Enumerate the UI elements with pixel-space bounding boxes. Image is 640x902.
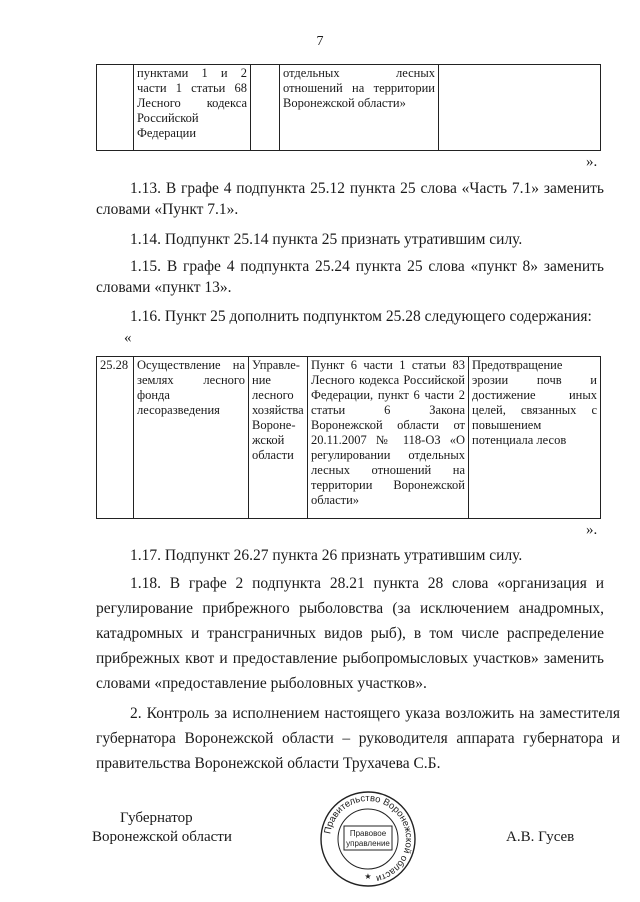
closing-quote: ».	[586, 154, 598, 170]
table-cell-authority: Управле-ние лесного хозяйства Вороне-жской области	[249, 357, 308, 519]
paragraph-1-14: 1.14. Подпункт 25.14 пункта 25 признать утратившим силу.	[130, 231, 523, 248]
closing-quote: ».	[586, 522, 598, 538]
stamp-center-line2: управление	[346, 839, 390, 848]
table-cell-purpose: Предотвращение эрозии почв и достижение иных целей, связанных с повышением потенциала лесов	[469, 357, 601, 519]
table-cell	[439, 65, 601, 151]
stamp-center-line1: Правовое	[349, 829, 387, 838]
table-cell: пунктами 1 и 2 части 1 статьи 68 Лесного кодекса Российской Федерации	[134, 65, 251, 151]
table-cell-number: 25.28	[97, 357, 134, 519]
table-subclause-25-28	[96, 356, 601, 519]
legal-department-stamp	[318, 789, 418, 889]
paragraph-1-18: 1.18. В графе 2 подпункта 28.21 пункта 28 слова «организация и регулирование прибрежного рыболовства (за исключением анадромных, катадромных и трансграничных видов рыб), в том числе распределение прибрежных квот и предоставление рыбопромысловых участков» заменить словами «предоставление рыболовных участков».	[96, 575, 604, 692]
table-cell	[251, 65, 280, 151]
paragraph-1-16: 1.16. Пункт 25 дополнить подпунктом 25.28 следующего содержания:	[130, 308, 592, 325]
paragraph-1-17: 1.17. Подпункт 26.27 пункта 26 признать утратившим силу.	[130, 547, 523, 564]
table-cell-legal-basis: Пункт 6 части 1 статьи 83 Лесного кодекса Российской Федерации, пункт 6 части 2 статьи 6 Закона Воронежской области от 20.11.2007 № 118-ОЗ «О регулировании отдельных лесных отношений на территории Воронежской области»	[308, 357, 469, 519]
stamp-star-icon: ★	[364, 872, 372, 881]
paragraph-1-13: 1.13. В графе 4 подпункта 25.12 пункта 25 слова «Часть 7.1» заменить словами «Пункт 7.1».	[96, 180, 604, 218]
signatory-title-line1: Губернатор	[120, 810, 193, 826]
signatory-title-line2: Воронежской области	[92, 829, 232, 845]
stamp-ring-text: Правительство Воронежской области	[322, 792, 415, 885]
table-cell	[97, 65, 134, 151]
opening-quote: «	[124, 330, 132, 346]
paragraph-2: 2. Контроль за исполнением настоящего указа возложить на заместителя губернатора Воронежской области – руководителя аппарата губернатора и правительства Воронежской области Трухачева С.Б.	[96, 705, 620, 772]
table-cell-activity: Осуществление на землях лесного фонда лесоразведения	[134, 357, 249, 519]
page-number: 7	[316, 34, 324, 49]
paragraph-1-15: 1.15. В графе 4 подпункта 25.24 пункта 25 слова «пункт 8» заменить словами «пункт 13».	[96, 258, 604, 296]
table-cell: отдельных лесных отношений на территории Воронежской области»	[280, 65, 439, 151]
table-continuation	[96, 64, 601, 151]
signatory-name: А.В. Гусев	[506, 829, 575, 845]
